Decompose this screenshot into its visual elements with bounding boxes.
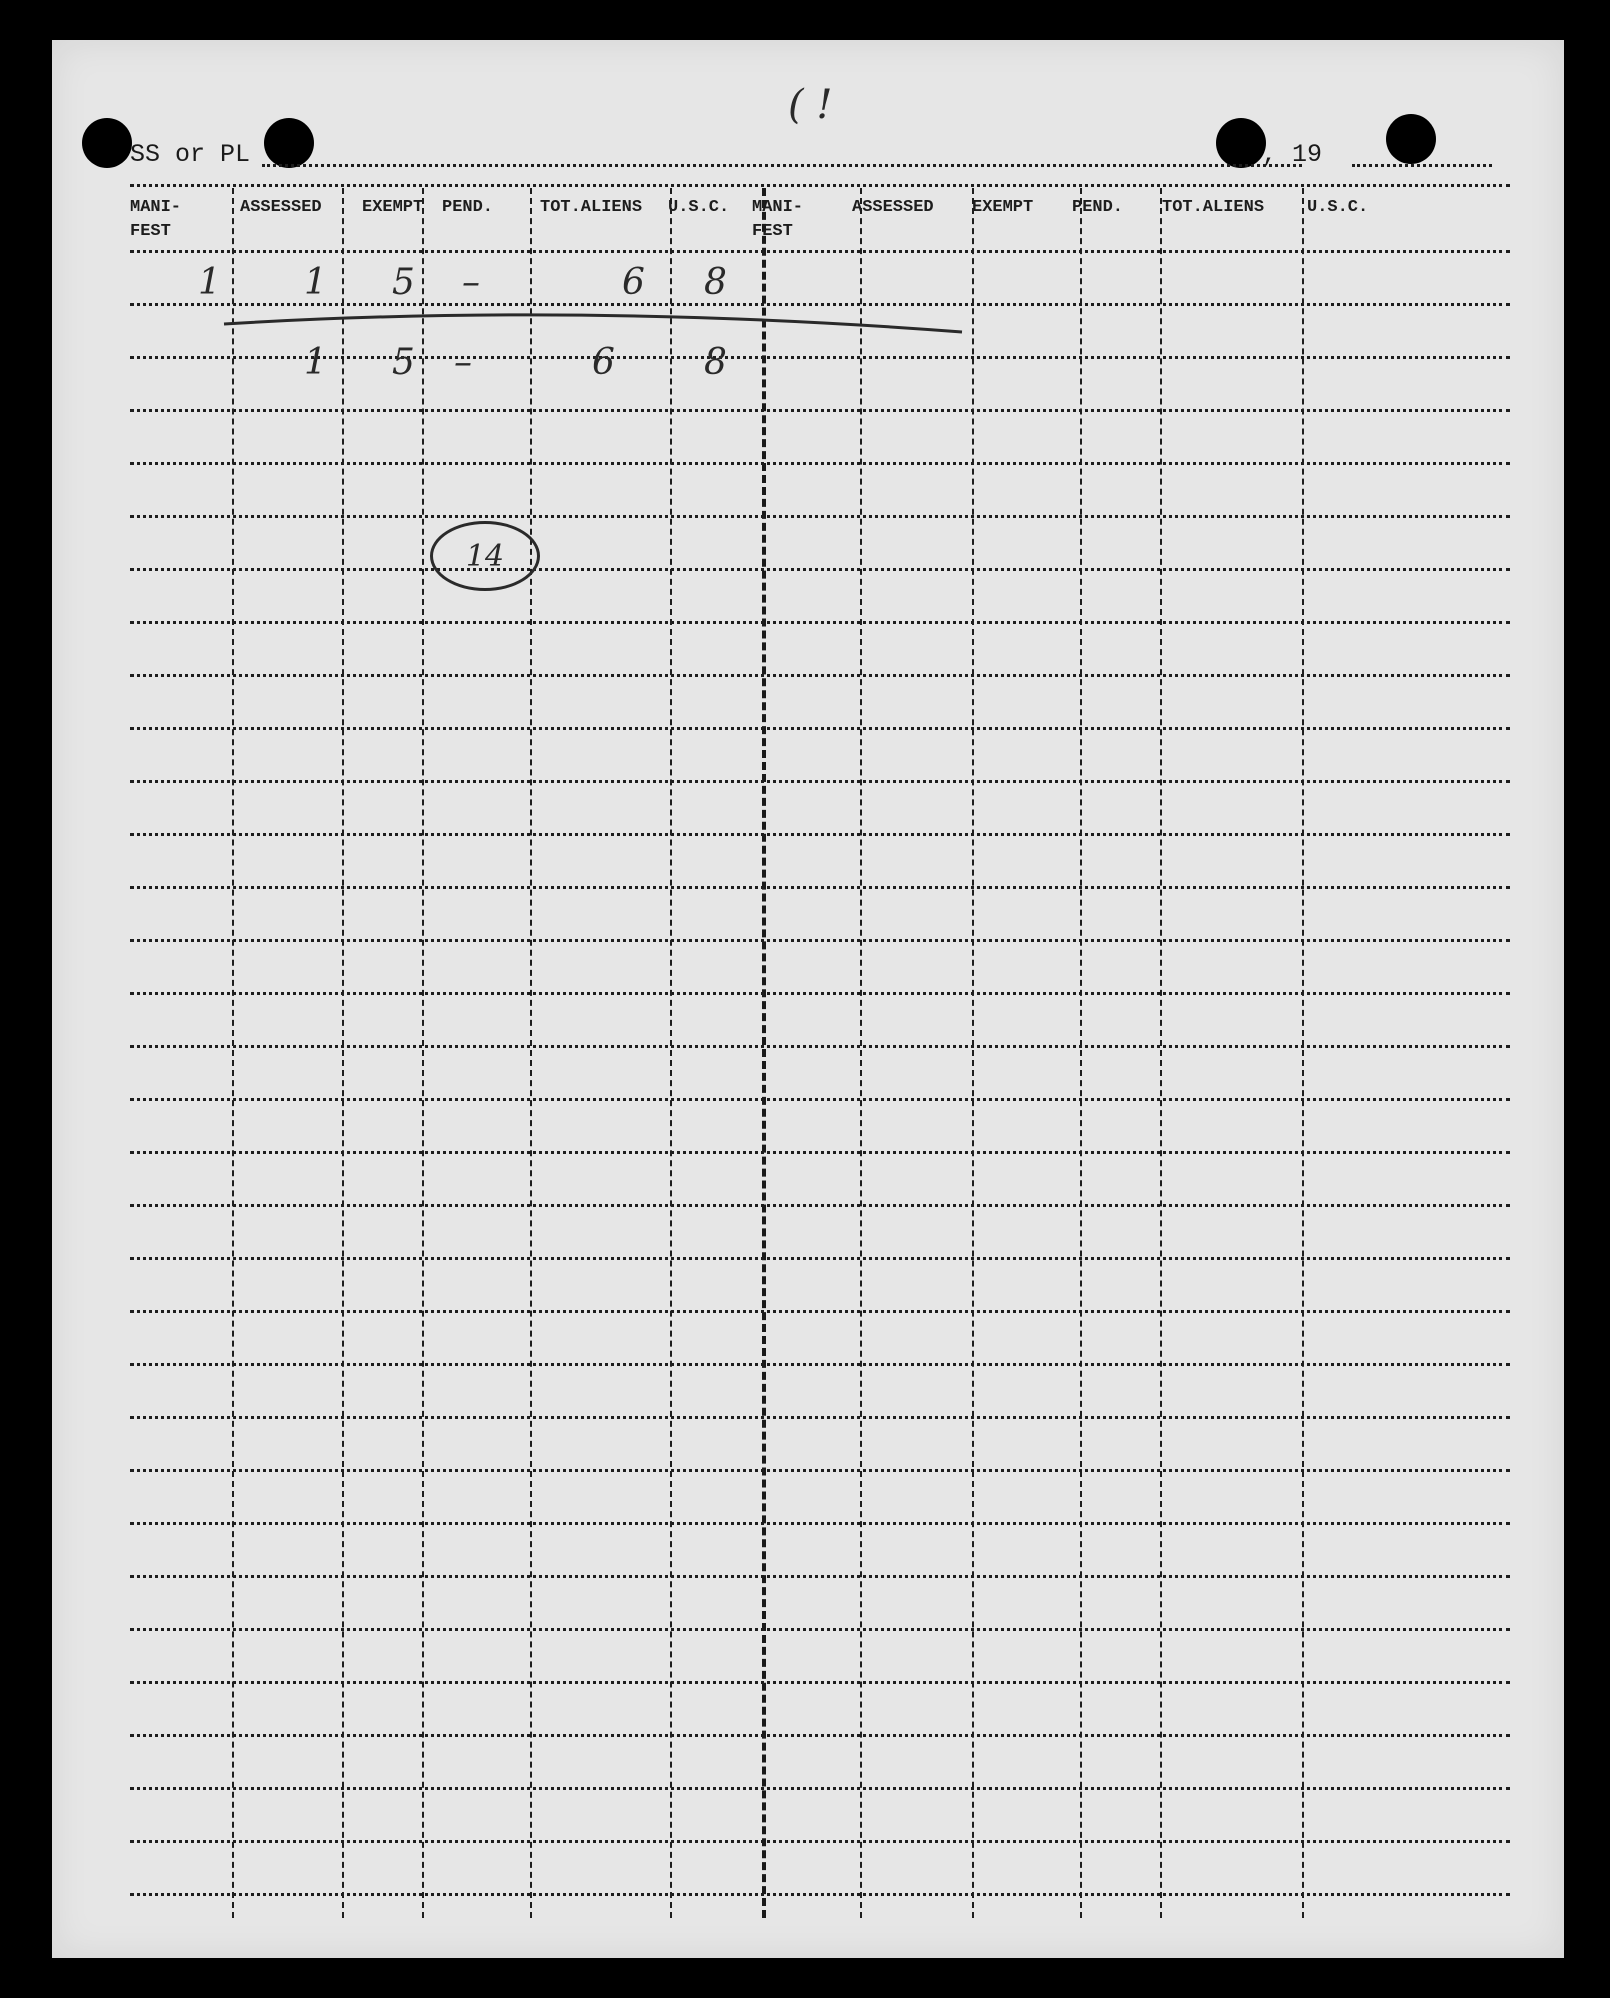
column-header-line1: U.S.C. <box>1307 198 1369 217</box>
column-header-line2: FEST <box>752 222 793 241</box>
column-header-line1: U.S.C. <box>668 198 730 217</box>
column-header-line1: ASSESSED <box>852 198 934 217</box>
row2-pend: – <box>454 342 472 383</box>
circled-number <box>430 521 540 591</box>
column-header-line1: MANI- <box>752 198 804 217</box>
row1-pend: – <box>462 262 480 303</box>
column-header-line1: TOT.ALIENS <box>1162 198 1265 217</box>
row1-usc: 8 <box>704 262 727 303</box>
column-header-line1: TOT.ALIENS <box>540 198 643 217</box>
row1-assessed: 1 <box>304 262 327 303</box>
row2-exempt: 5 <box>392 342 415 383</box>
column-header-line1: EXEMPT <box>972 198 1034 217</box>
row2-assessed: 1 <box>304 342 327 383</box>
form-sheet <box>52 40 1564 1958</box>
column-header-line1: ASSESSED <box>240 198 322 217</box>
circled-number-text: 14 <box>465 538 505 574</box>
column-header-line1: PEND. <box>1072 198 1124 217</box>
row2-usc: 8 <box>704 342 727 383</box>
row1-exempt: 5 <box>392 262 415 303</box>
column-header-line1: MANI- <box>130 198 182 217</box>
handwritten-top-mark: ( ! <box>788 82 833 128</box>
row1-manifest: 1 <box>198 262 221 303</box>
row2-tot-aliens: 6 <box>592 342 615 383</box>
ss-or-pl-label: SS or PL <box>130 140 251 169</box>
column-header-line1: EXEMPT <box>362 198 424 217</box>
row1-tot-aliens: 6 <box>622 262 645 303</box>
column-header-line1: PEND. <box>442 198 494 217</box>
handwritten-sum-line <box>52 40 1564 1958</box>
column-header-line2: FEST <box>130 222 171 241</box>
year-label: , 19 <box>1262 140 1323 169</box>
